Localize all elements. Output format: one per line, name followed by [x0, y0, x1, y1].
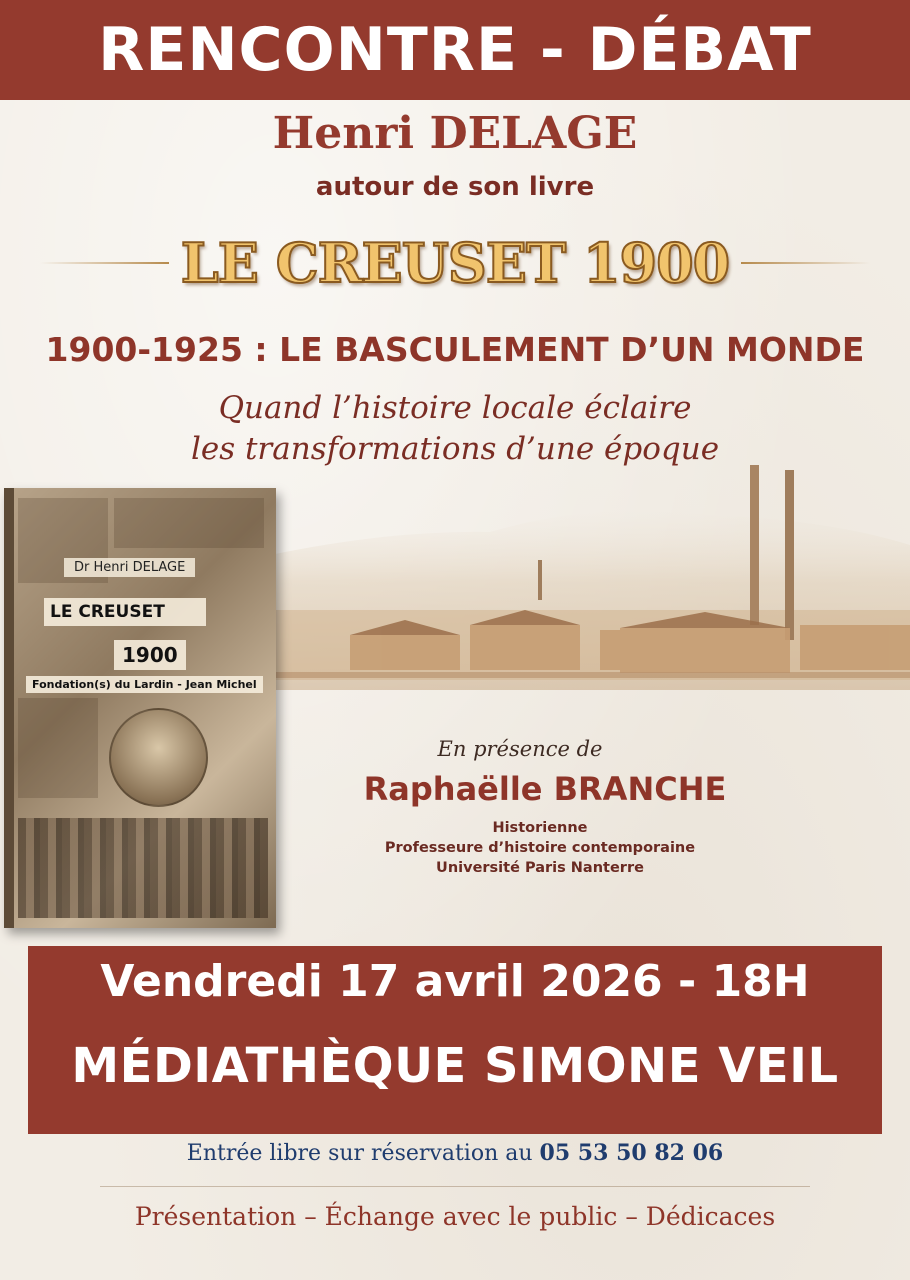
cover-photo-panel	[18, 698, 98, 798]
event-date: Vendredi 17 avril 2026 - 18H	[100, 956, 810, 1007]
program-line: Présentation – Échange avec le public – Dédicaces	[134, 1202, 776, 1231]
cover-crowd-photo	[18, 818, 268, 918]
guest-details	[330, 818, 750, 878]
right-ornament-rule	[741, 262, 870, 264]
theme-heading: 1900-1925 : LE BASCULEMENT D’UN MONDE	[45, 330, 865, 369]
tagline-line-1: Quand l’histoire locale éclaire	[218, 390, 692, 426]
guest-role: Historienne	[492, 820, 588, 836]
cover-publisher: Fondation(s) du Lardin - Jean Michel	[26, 676, 263, 693]
divider	[100, 1186, 810, 1187]
cover-title: LE CREUSET	[44, 598, 206, 626]
cover-author: Dr Henri DELAGE	[64, 558, 195, 577]
tagline-line-2: les transformations d’une époque	[190, 431, 720, 467]
guest-position: Professeure d’histoire contemporaine	[384, 840, 696, 856]
tagline	[0, 388, 910, 470]
cover-photo-panel	[114, 498, 264, 548]
booking-text: Entrée libre sur réservation au	[186, 1141, 533, 1166]
book-title: LE CREUSET 1900	[180, 231, 730, 295]
cover-year: 1900	[114, 640, 186, 670]
book-title-row	[40, 228, 870, 298]
booking-info	[0, 1140, 910, 1166]
author-name: Henri DELAGE	[272, 108, 638, 159]
author-intro: autour de son livre	[315, 172, 595, 202]
banner-title: RENCONTRE - DÉBAT	[98, 15, 812, 85]
factory-landscape-illustration	[270, 460, 910, 690]
book-spine	[4, 488, 14, 928]
guest-name: Raphaëlle BRANCHE	[363, 770, 727, 808]
event-info-box	[28, 946, 882, 1134]
event-venue: MÉDIATHÈQUE SIMONE VEIL	[71, 1038, 839, 1094]
booking-phone: 05 53 50 82 06	[539, 1140, 724, 1166]
left-ornament-rule	[40, 262, 169, 264]
guest-intro: En présence de	[437, 737, 603, 761]
header-banner	[0, 0, 910, 100]
cover-portrait-photo	[109, 708, 208, 807]
book-cover-image	[4, 488, 276, 928]
guest-institution: Université Paris Nanterre	[436, 860, 644, 876]
